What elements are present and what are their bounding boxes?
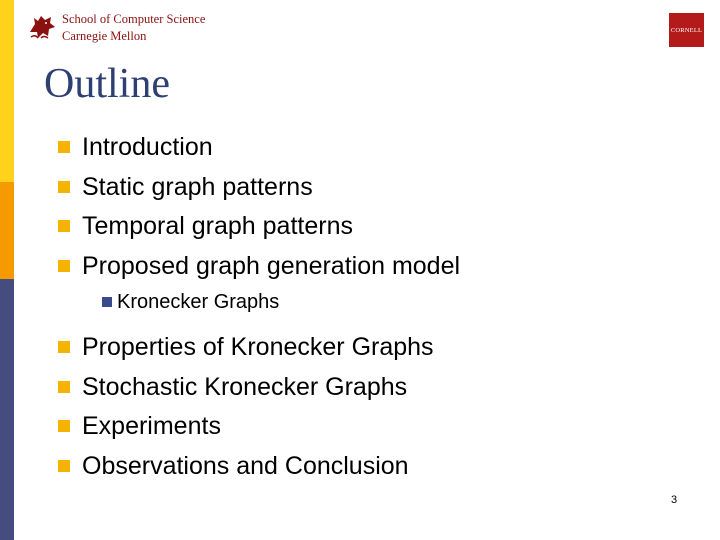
outline-list	[58, 131, 658, 489]
bullet-square-icon	[58, 341, 70, 353]
sub-list-item	[58, 289, 658, 331]
cornell-logo	[669, 13, 704, 47]
bullet-square-icon	[58, 381, 70, 393]
bullet-square-icon	[58, 220, 70, 232]
list-item	[58, 250, 658, 290]
list-item-text: Temporal graph patterns	[82, 212, 353, 240]
accent-bar-orange	[0, 182, 14, 279]
list-item-text: Introduction	[82, 133, 213, 161]
list-item	[58, 131, 658, 171]
list-item-text: Properties of Kronecker Graphs	[82, 333, 434, 361]
bullet-square-icon	[58, 460, 70, 472]
school-name-line1: School of Computer Science	[62, 12, 206, 26]
bullet-square-icon	[58, 181, 70, 193]
list-item	[58, 210, 658, 250]
list-item	[58, 450, 658, 490]
page-number: 3	[670, 494, 678, 506]
list-item-text: Static graph patterns	[82, 172, 313, 201]
list-item-text: Experiments	[82, 412, 221, 440]
sub-list-item-text: Kronecker Graphs	[117, 291, 280, 313]
slide-title: Outline	[44, 61, 170, 107]
bullet-square-icon	[58, 420, 70, 432]
accent-bar-yellow	[0, 0, 14, 182]
accent-bar-navy	[0, 279, 14, 540]
bullet-square-icon	[58, 141, 70, 153]
list-item-text: Observations and Conclusion	[82, 451, 409, 480]
list-item-text: Stochastic Kronecker Graphs	[82, 372, 408, 401]
bullet-square-icon	[58, 260, 70, 272]
list-item	[58, 371, 658, 411]
list-item-text: Proposed graph generation model	[82, 251, 461, 280]
list-item	[58, 410, 658, 450]
school-name-line2: Carnegie Mellon	[62, 29, 147, 43]
list-item	[58, 331, 658, 371]
cornell-logo-text: CORNELL	[670, 26, 703, 34]
left-accent-bar	[0, 0, 14, 540]
scotty-dog-icon	[26, 11, 58, 43]
list-item	[58, 171, 658, 211]
bullet-square-icon	[102, 297, 112, 307]
school-name	[62, 11, 205, 45]
